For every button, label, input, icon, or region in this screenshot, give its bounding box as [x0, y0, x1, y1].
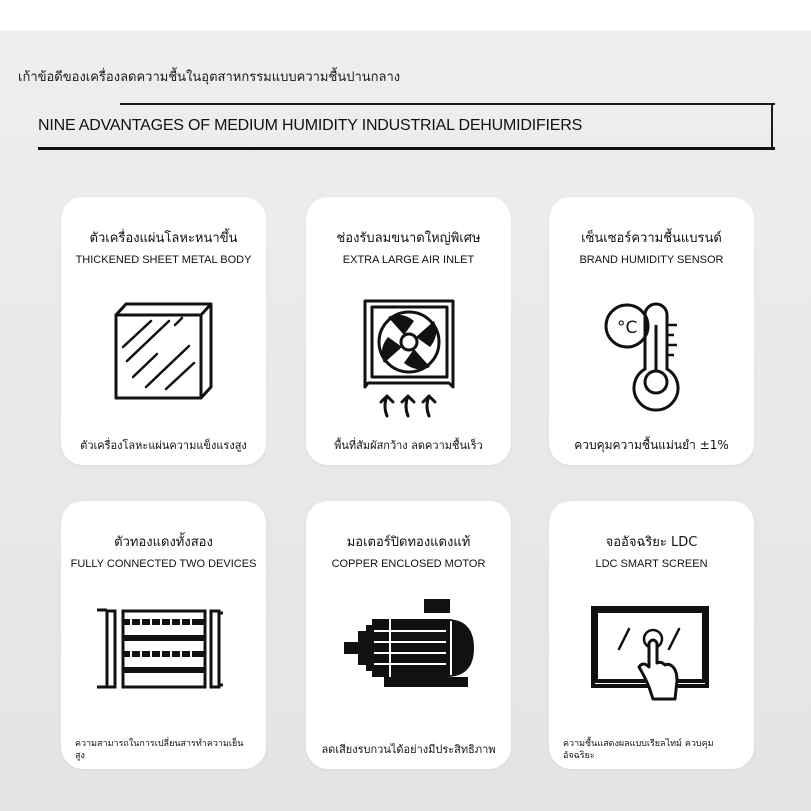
fan-inlet-icon — [306, 197, 511, 427]
feature-description: พื้นที่สัมผัสกว้าง ลดความชื้นเร็ว — [334, 439, 483, 452]
feature-card-humidity-sensor — [549, 197, 754, 465]
banner-right-rule — [771, 103, 773, 147]
banner-bottom-rule — [38, 147, 775, 150]
touch-screen-icon — [549, 501, 754, 731]
feature-title-english: BRAND HUMIDITY SENSOR — [579, 254, 724, 266]
feature-title-thai: ช่องรับลมขนาดใหญ่พิเศษ — [336, 231, 481, 246]
feature-card-metal-body — [61, 197, 266, 465]
feature-title-thai: จออัจฉริยะ LDC — [605, 535, 698, 550]
motor-icon — [306, 501, 511, 731]
metal-sheet-icon — [61, 197, 266, 427]
feature-title-english: LDC SMART SCREEN — [595, 558, 708, 570]
feature-description: ความสามารถในการเปลี่ยนสารทำความเย็นสูง — [75, 739, 244, 761]
feature-card-copper-devices — [61, 501, 266, 769]
feature-title-english: FULLY CONNECTED TWO DEVICES — [70, 558, 257, 570]
feature-title-english: COPPER ENCLOSED MOTOR — [331, 558, 486, 570]
banner-top-rule — [120, 103, 775, 105]
feature-title-thai: เซ็นเซอร์ความชื้นแบรนด์ — [581, 231, 722, 246]
feature-description: ตัวเครื่องโลหะแผ่นความแข็งแรงสูง — [80, 439, 247, 452]
feature-card-copper-motor — [306, 501, 511, 769]
feature-description: ลดเสียงรบกวนได้อย่างมีประสิทธิภาพ — [321, 743, 496, 756]
page-title-thai: เก้าข้อดีของเครื่องลดความชื้นในอุตสาหกรรมแบบความชื้นปานกลาง — [18, 70, 401, 85]
thermometer-icon — [549, 197, 754, 427]
feature-title-english: EXTRA LARGE AIR INLET — [342, 254, 475, 266]
feature-title-thai: ตัวเครื่องแผ่นโลหะหนาขึ้น — [89, 231, 238, 246]
feature-title-thai: ตัวทองแดงทั้งสอง — [114, 535, 213, 550]
feature-description: ความชื้นแสดงผลแบบเรียลไทม์ ควบคุมอัจฉริยะ — [563, 739, 714, 761]
feature-title-english: THICKENED SHEET METAL BODY — [75, 254, 252, 266]
banner-title: NINE ADVANTAGES OF MEDIUM HUMIDITY INDUSTRIAL DEHUMIDIFIERS — [38, 117, 583, 134]
svg-text:°C: °C — [617, 318, 638, 338]
feature-description: ควบคุมความชื้นแม่นยำ ±1% — [574, 438, 729, 452]
copper-coil-icon — [61, 501, 266, 731]
feature-card-air-inlet — [306, 197, 511, 465]
feature-card-smart-screen — [549, 501, 754, 769]
feature-title-thai: มอเตอร์ปิดทองแดงแท้ — [346, 535, 471, 550]
